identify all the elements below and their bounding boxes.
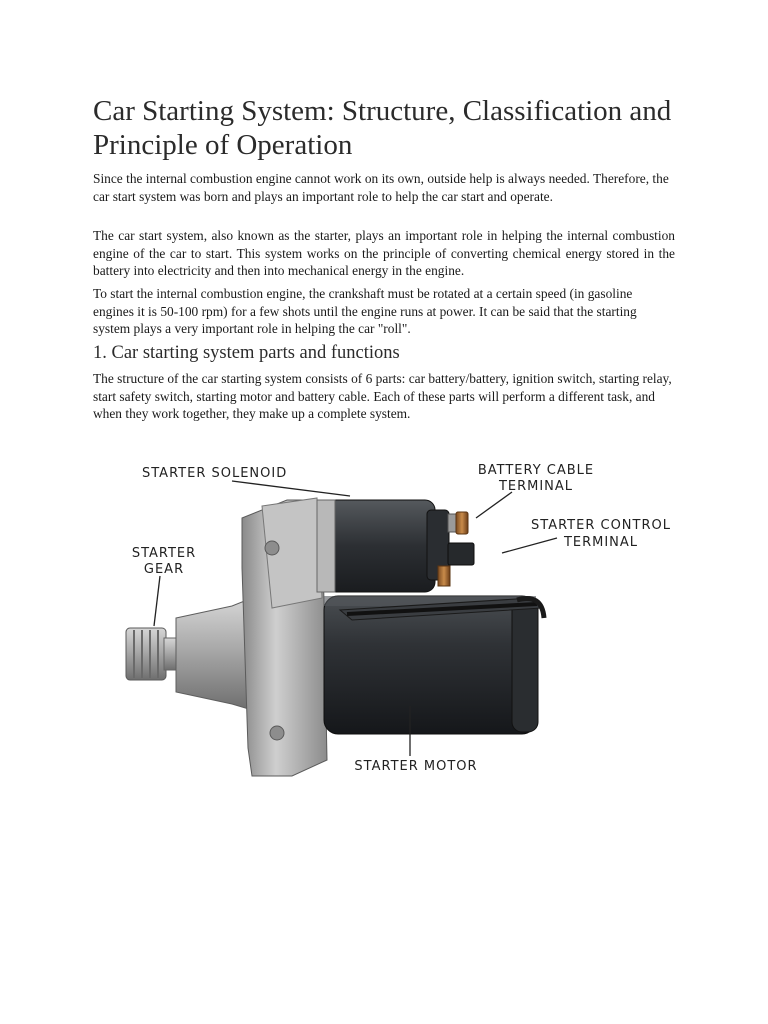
section-heading-parts: 1. Car starting system parts and functions xyxy=(93,343,400,363)
crankshaft-paragraph: To start the internal combustion engine, the crankshaft must be rotated at a certain speed (in gasoline engines it is 50-100 rpm) for a few shots until the engine runs at power. It can be said that the starting system plays a very important role in helping the car "roll". xyxy=(93,286,637,337)
intro-paragraph: Since the internal combustion engine cannot work on its own, outside help is always needed. Therefore, the car start system was born and plays an important role to help the car start and operate. xyxy=(93,171,669,204)
starter-definition-paragraph: The car start system, also known as the starter, plays an important role in helping the internal combustion engine of the car to start. This system works on the principle of converting chemical energy stored in the battery into electricity and then into mechanical energy in the engine. xyxy=(93,228,675,279)
starter-motor-figure xyxy=(112,448,692,793)
label-starter-motor: STARTER MOTOR xyxy=(354,759,478,774)
starter-motor-body xyxy=(324,596,544,734)
starter-gear xyxy=(126,628,178,680)
control-terminal-leader-line xyxy=(502,538,557,553)
starter-solenoid xyxy=(317,500,474,592)
battery-terminal-leader-line xyxy=(476,492,512,518)
label-battery-cable-line1: BATTERY CABLE xyxy=(477,463,595,478)
label-starter-gear-line2: GEAR xyxy=(143,562,185,577)
label-battery-cable-line2: TERMINAL xyxy=(498,479,574,494)
label-starter-control-line1: STARTER CONTROL xyxy=(531,518,671,533)
drive-housing xyxy=(176,498,327,776)
starter-motor-diagram xyxy=(112,448,692,793)
label-starter-gear-line1: STARTER xyxy=(131,546,197,561)
label-starter-solenoid: STARTER SOLENOID xyxy=(142,466,288,481)
solenoid-leader-line xyxy=(232,481,350,496)
article-title: Car Starting System: Structure, Classification and Principle of Operation xyxy=(93,95,672,161)
parts-paragraph: The structure of the car starting system consists of 6 parts: car battery/battery, ignition switch, starting relay, start safety switch, starting motor and battery cable. Each of these parts will perform a different task, and when they work together, they make up a complete system. xyxy=(93,371,672,422)
label-starter-control-line2: TERMINAL xyxy=(563,535,639,550)
gear-leader-line xyxy=(154,576,160,626)
